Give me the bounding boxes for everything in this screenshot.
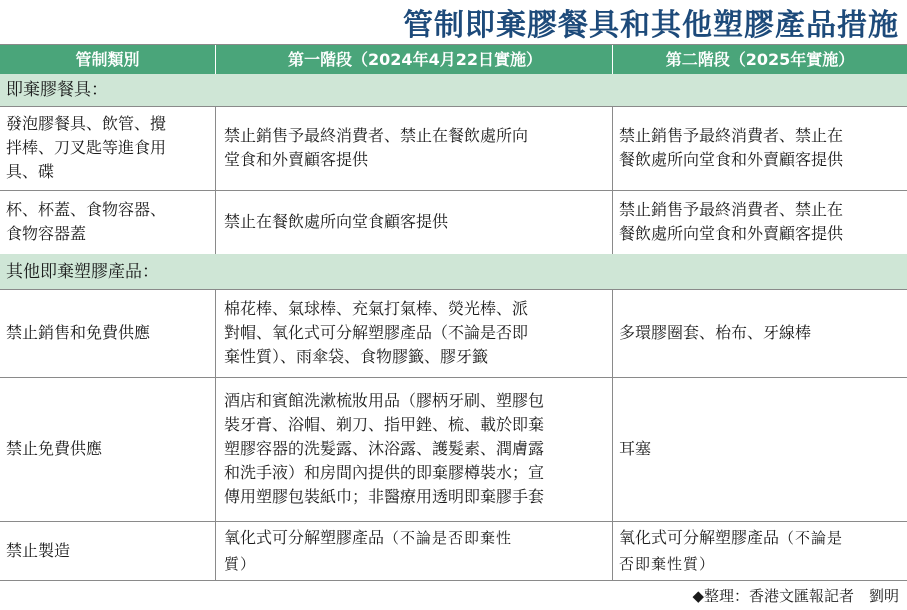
row-category: 發泡膠餐具、飲管、攪 拌棒、刀叉匙等進食用 具、碟: [6, 114, 167, 181]
section-heading-other-plastics: [0, 254, 907, 290]
row-phase2-note: （不論是 否即棄性質）: [619, 529, 844, 573]
header-phase2: 第二階段（2025年實施）: [612, 45, 907, 74]
row-category: 禁止銷售和免費供應: [6, 323, 151, 342]
row-phase2: 禁止銷售予最終消費者、禁止在 餐飲處所向堂食和外賣顧客提供: [612, 106, 907, 190]
row-phase2: 禁止銷售予最終消費者、禁止在 餐飲處所向堂食和外賣顧客提供: [612, 190, 907, 254]
row-category: 禁止製造: [6, 541, 71, 560]
row-phase1: 酒店和賓館洗漱梳妝用品（膠柄牙刷、塑膠包 裝牙膏、浴帽、剃刀、指甲銼、梳、載於即棄 塑膠容器的洗髮露、沐浴露、護髮素、潤膚露 和洗手液）和房間內提供的即棄膠樽裝水；宣 傳用塑膠包裝紙巾；非醫療用透明即棄膠手套: [215, 377, 612, 521]
row-phase1: 禁止銷售予最終消費者、禁止在餐飲處所向 堂食和外賣顧客提供: [215, 106, 612, 190]
row-category: 禁止免費供應: [6, 439, 103, 458]
section-heading-disposable-tableware: [0, 74, 907, 107]
header-phase1: 第一階段（2024年4月22日實施）: [215, 45, 612, 74]
table-row: [0, 377, 907, 522]
row-phase2: 多環膠圈套、枱布、牙線棒: [612, 289, 907, 377]
row-phase1: [215, 521, 612, 581]
row-phase1-note: （不論是否即棄性 質）: [224, 529, 513, 573]
section-heading-label: 即棄膠餐具：: [6, 80, 108, 100]
table-row: [0, 190, 907, 255]
row-phase2: [612, 521, 907, 581]
row-phase1: 棉花棒、氣球棒、充氣打氣棒、熒光棒、派 對帽、氧化式可分解塑膠產品（不論是否即 棄性質）、雨傘袋、食物膠籤、膠牙籤: [215, 289, 612, 377]
row-phase2: 耳塞: [612, 377, 907, 521]
row-phase2-main: 氧化式可分解塑膠產品: [619, 528, 780, 547]
row-category: 杯、杯蓋、食物容器、 食物容器蓋: [6, 200, 167, 243]
section-heading-label: 其他即棄塑膠產品：: [6, 261, 159, 282]
page-title: 管制即棄膠餐具和其他塑膠產品措施: [403, 8, 899, 43]
credit-line: ◆整理：香港文匯報記者 劉明: [692, 587, 899, 605]
row-phase1: 禁止在餐飲處所向堂食顧客提供: [215, 190, 612, 254]
table-row: [0, 106, 907, 191]
header-category: 管制類別: [75, 49, 140, 69]
table-row: [0, 289, 907, 378]
table-header-row: [0, 45, 907, 74]
measures-table: [0, 44, 907, 581]
row-phase1-main: 氧化式可分解塑膠產品: [224, 528, 385, 547]
table-row: [0, 521, 907, 581]
